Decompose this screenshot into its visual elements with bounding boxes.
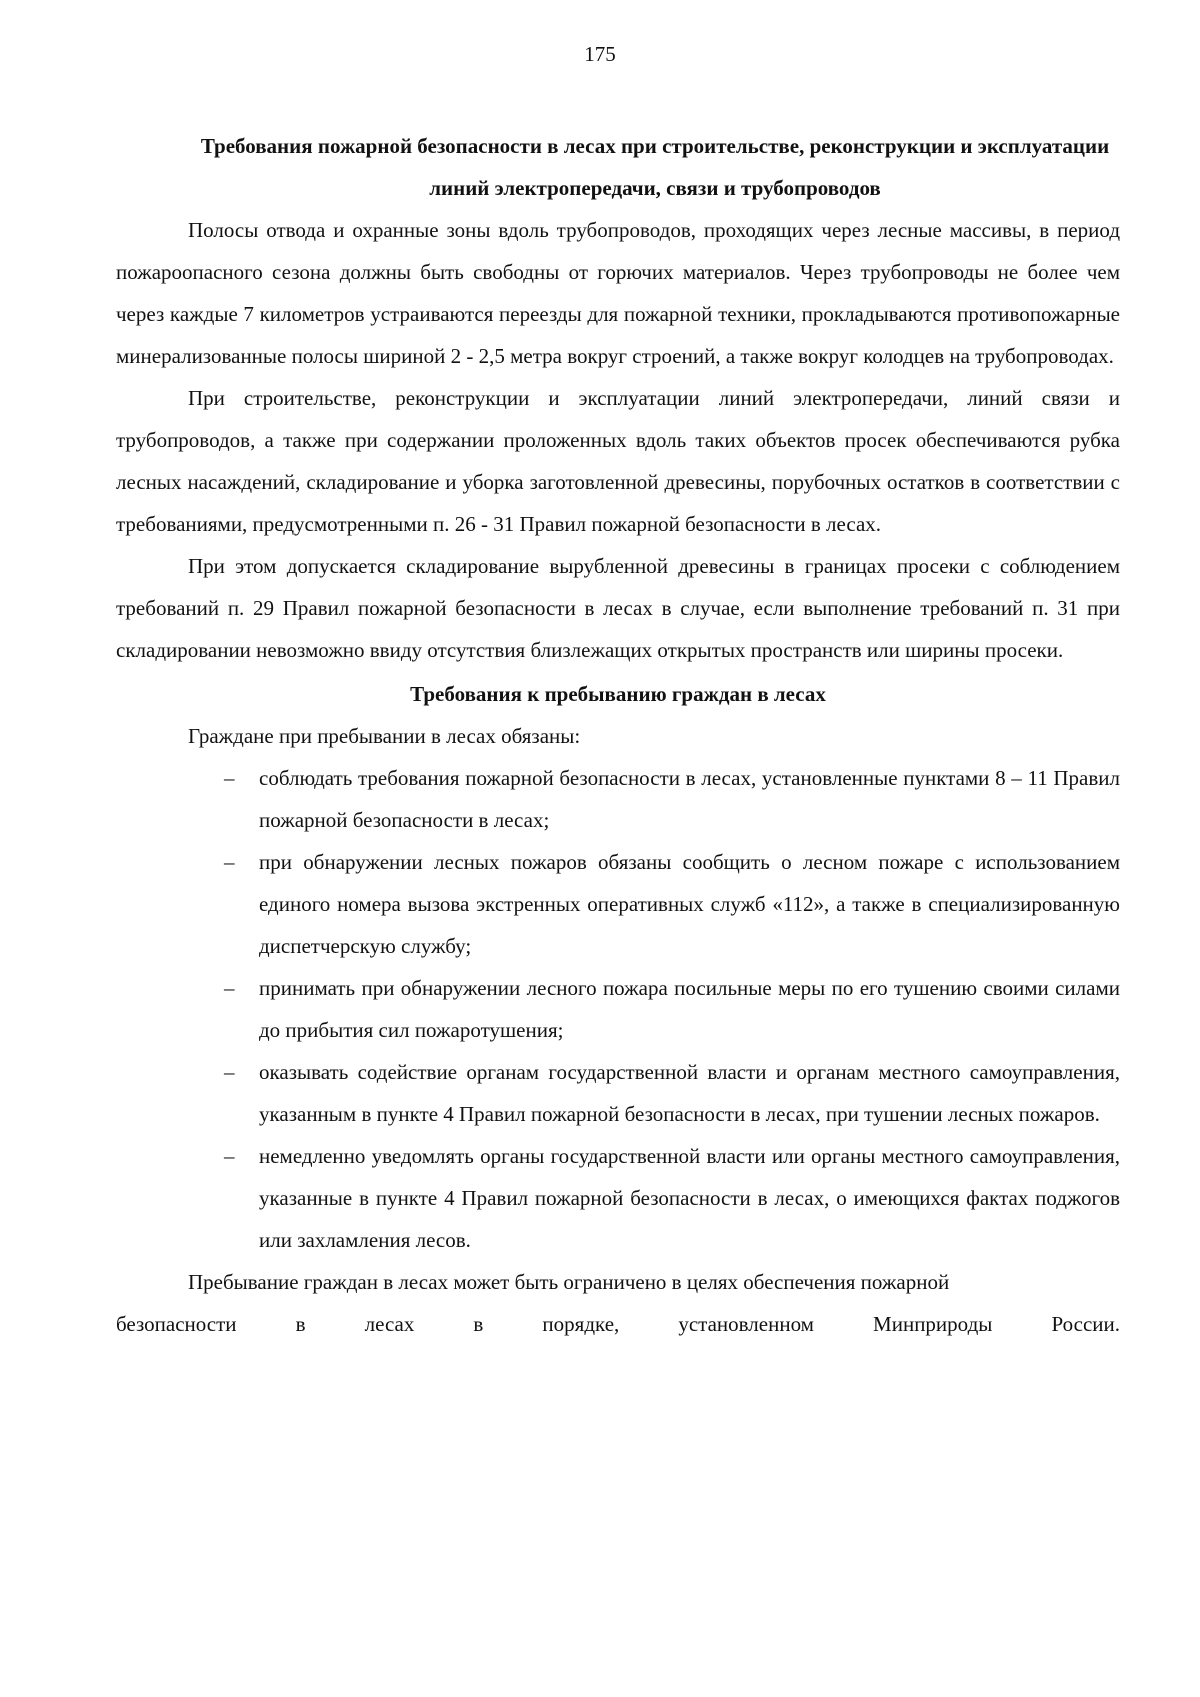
dash-bullet-icon: – (224, 850, 235, 874)
section-title-power-lines: Требования пожарной безопасности в лесах при строительстве, реконструкции и эксплуатации линий электропередачи, связи и трубопроводов (200, 134, 1110, 200)
obligations-intro: Граждане при пребывании в лесах обязаны: (188, 724, 581, 748)
dash-bullet-icon: – (224, 1060, 235, 1084)
dash-bullet-icon: – (224, 976, 235, 1000)
obligations-list (116, 757, 1120, 1261)
page-number: 175 (584, 42, 616, 66)
list-item-text: немедленно уведомлять органы государственной власти или органы местного самоуправления, указанные в пункте 4 Правил пожарной безопасности в лесах, о имеющихся фактах поджогов или захламления лесов. (259, 1144, 1120, 1252)
list-item (116, 1135, 1120, 1261)
page-content (116, 125, 1120, 1345)
dash-bullet-icon: – (224, 766, 235, 790)
list-item-text: при обнаружении лесных пожаров обязаны сообщить о лесном пожаре с использованием единого номера вызова экстренных оперативных служб «112», а также в специализированную диспетчерскую службу; (259, 850, 1120, 958)
list-item-text: соблюдать требования пожарной безопасности в лесах, установленные пунктами 8 – 11 Правил пожарной безопасности в лесах; (259, 766, 1120, 832)
list-item-text: принимать при обнаружении лесного пожара посильные меры по его тушению своими силами до прибытия сил пожаротушения; (259, 976, 1120, 1042)
dash-bullet-icon: – (224, 1144, 235, 1168)
list-item (116, 1051, 1120, 1135)
closing-paragraph-line-1: Пребывание граждан в лесах может быть ограничено в целях обеспечения пожарной (188, 1270, 950, 1294)
paragraph-construction: При строительстве, реконструкции и эксплуатации линий электропередачи, линий связи и трубопроводов, а также при содержании проложенных вдоль таких объектов просек обеспечиваются рубка лесных насаждений, складирование и уборка заготовленной древесины, порубочных остатков в соответствии с требованиями, предусмотренными п. 26 - 31 Правил пожарной безопасности в лесах. (116, 386, 1120, 536)
list-item (116, 841, 1120, 967)
list-item (116, 757, 1120, 841)
paragraph-pipelines: Полосы отвода и охранные зоны вдоль трубопроводов, проходящих через лесные массивы, в период пожароопасного сезона должны быть свободны от горючих материалов. Через трубопроводы не более чем через каждые 7 километров устраиваются переезды для пожарной техники, прокладываются противопожарные минерализованные полосы шириной 2 - 2,5 метра вокруг строений, а также вокруг колодцев на трубопроводах. (116, 218, 1120, 368)
paragraph-storage: При этом допускается складирование вырубленной древесины в границах просеки с соблюдением требований п. 29 Правил пожарной безопасности в лесах в случае, если выполнение требований п. 31 при складировании невозможно ввиду отсутствия близлежащих открытых пространств или ширины просеки. (116, 554, 1120, 662)
closing-paragraph-line-2: безопасности в лесах в порядке, установленном Минприроды России. (116, 1312, 1120, 1336)
section-title-citizens: Требования к пребыванию граждан в лесах (410, 682, 826, 706)
list-item (116, 967, 1120, 1051)
list-item-text: оказывать содействие органам государственной власти и органам местного самоуправления, указанным в пункте 4 Правил пожарной безопасности в лесах, при тушении лесных пожаров. (259, 1060, 1120, 1126)
